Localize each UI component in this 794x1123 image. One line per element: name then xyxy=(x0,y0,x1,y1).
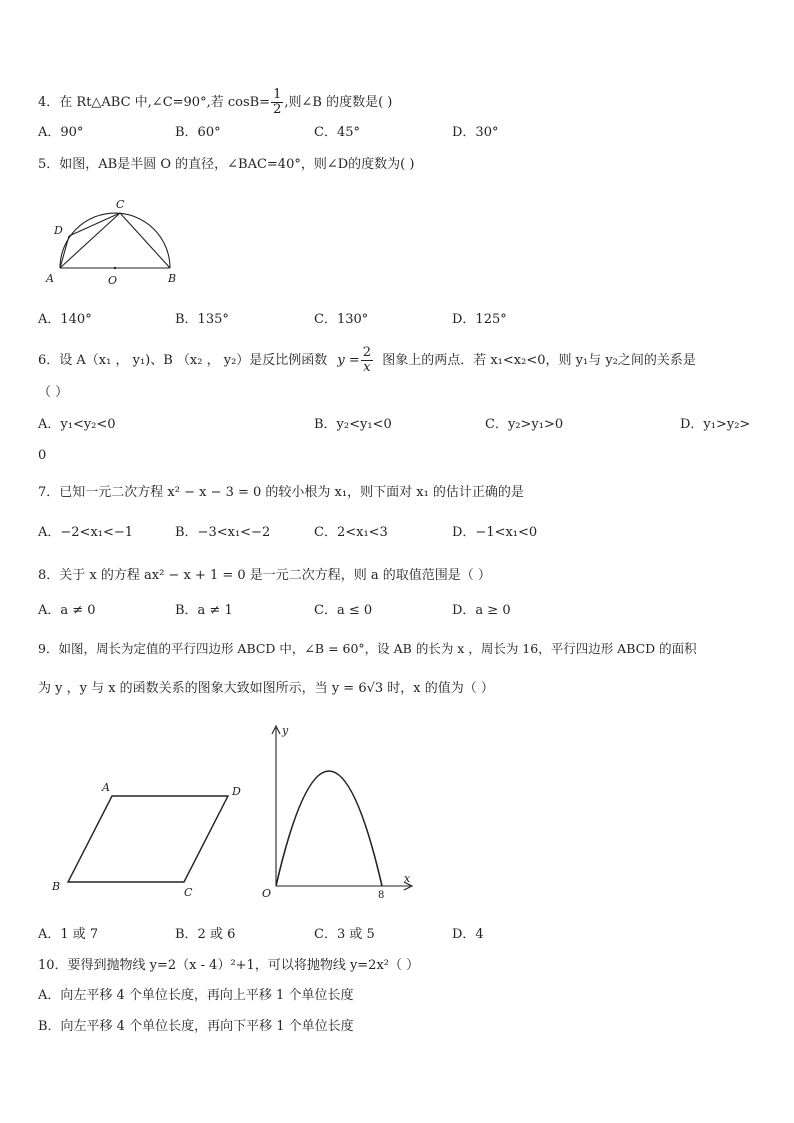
q5-option-c[interactable]: C．130° xyxy=(314,312,369,327)
label-o: O xyxy=(108,274,118,287)
center-o xyxy=(114,267,116,269)
q7-option-b[interactable]: B．−3<x₁<−2 xyxy=(175,525,271,540)
label-origin: O xyxy=(262,887,272,900)
q8-option-a[interactable]: A．a ≠ 0 xyxy=(38,603,96,618)
label-c: C xyxy=(116,198,125,211)
q4-fraction: $\frac{1}{2}$ xyxy=(273,87,282,117)
label-b: B xyxy=(168,272,177,285)
label-x: x xyxy=(404,872,411,885)
q4-option-c[interactable]: C．45° xyxy=(314,125,360,140)
q8-option-c[interactable]: C．a ≤ 0 xyxy=(314,603,373,618)
label-root-8: 8 xyxy=(378,890,385,901)
q5-option-a[interactable]: A．140° xyxy=(38,312,92,327)
label-a: A xyxy=(46,272,54,285)
q8-option-d[interactable]: D．a ≥ 0 xyxy=(452,603,511,618)
q9-option-b[interactable]: B．2 或 6 xyxy=(175,927,236,942)
parallelogram-abcd xyxy=(68,796,228,882)
label-d: D xyxy=(232,785,241,798)
label-c: C xyxy=(184,886,193,899)
parabola-curve xyxy=(276,771,382,886)
label-a: A xyxy=(102,781,110,794)
q7-stem: 7．已知一元二次方程 x² − x − 3 = 0 的较小根为 x₁，则下面对 x₁ 的估计正确的是 xyxy=(38,485,524,500)
q10-option-a[interactable]: A．向左平移 4 个单位长度，再向上平移 1 个单位长度 xyxy=(38,988,354,1003)
q9-option-c[interactable]: C．3 或 5 xyxy=(314,927,375,942)
q7-option-d[interactable]: D．−1<x₁<0 xyxy=(452,525,538,540)
label-b: B xyxy=(52,880,61,893)
q6-option-c[interactable]: C．y₂>y₁>0 xyxy=(485,417,564,432)
semicircle-arc xyxy=(60,213,170,268)
q6-option-a[interactable]: A．y₁<y₂<0 xyxy=(38,417,116,432)
q9-function-graph xyxy=(258,722,418,900)
q8-stem: 8．关于 x 的方程 ax² − x + 1 = 0 是一元二次方程，则 a 的取值范围是（ ） xyxy=(38,568,491,583)
q4-option-b[interactable]: B．60° xyxy=(175,125,221,140)
q9-option-d[interactable]: D．4 xyxy=(452,927,484,942)
q6-stem: 6．设 A（x₁ ， y₁)、B （x₂ ， y₂）是反比例函数 y = $\frac{2}{x}$ 图象上的两点．若 x₁<x₂<0，则 y₁与 y₂之间的关系是 xyxy=(38,345,696,375)
q10-stem: 10．要得到抛物线 y=2（x - 4）²+1，可以将抛物线 y=2x²（ ） xyxy=(38,958,420,973)
q5-semicircle-figure xyxy=(40,198,190,290)
label-d: D xyxy=(54,224,63,237)
q10-option-b[interactable]: B．向左平移 4 个单位长度，再向下平移 1 个单位长度 xyxy=(38,1019,354,1034)
q4-stem: 4．在 Rt△ABC 中,∠C=90°,若 cosB= $\frac{1}{2}$ ,则∠B 的度数是( ) xyxy=(38,87,393,117)
q9-option-a[interactable]: A．1 或 7 xyxy=(38,927,99,942)
q5-option-d[interactable]: D．125° xyxy=(452,312,507,327)
q5-option-b[interactable]: B．135° xyxy=(175,312,229,327)
q4-option-a[interactable]: A．90° xyxy=(38,125,84,140)
label-y: y xyxy=(282,724,289,737)
q6-option-b[interactable]: B．y₂<y₁<0 xyxy=(314,417,392,432)
q5-stem: 5．如图，AB是半圆 O 的直径，∠BAC=40°，则∠D的度数为( ) xyxy=(38,157,415,172)
q7-option-c[interactable]: C．2<x₁<3 xyxy=(314,525,388,540)
q6-option-d-wrap: 0 xyxy=(38,448,47,463)
q4-option-d[interactable]: D．30° xyxy=(452,125,499,140)
q8-option-b[interactable]: B．a ≠ 1 xyxy=(175,603,233,618)
q9-stem-line1: 9．如图，周长为定值的平行四边形 ABCD 中，∠B = 60°，设 AB 的长为 x ，周长为 16，平行四边形 ABCD 的面积 xyxy=(38,641,697,656)
q9-parallelogram-figure xyxy=(48,778,248,898)
q6-fraction: $\frac{2}{x}$ xyxy=(362,345,372,375)
chord-ac xyxy=(60,213,120,268)
q6-stem-continued: （ ） xyxy=(38,385,69,400)
q9-stem-line2: 为 y ，y 与 x 的函数关系的图象大致如图所示，当 y = 6√3 时，x 的值为（ ） xyxy=(38,681,494,696)
q6-option-d[interactable]: D．y₁>y₂> xyxy=(680,417,751,432)
q7-option-a[interactable]: A．−2<x₁<−1 xyxy=(38,525,134,540)
